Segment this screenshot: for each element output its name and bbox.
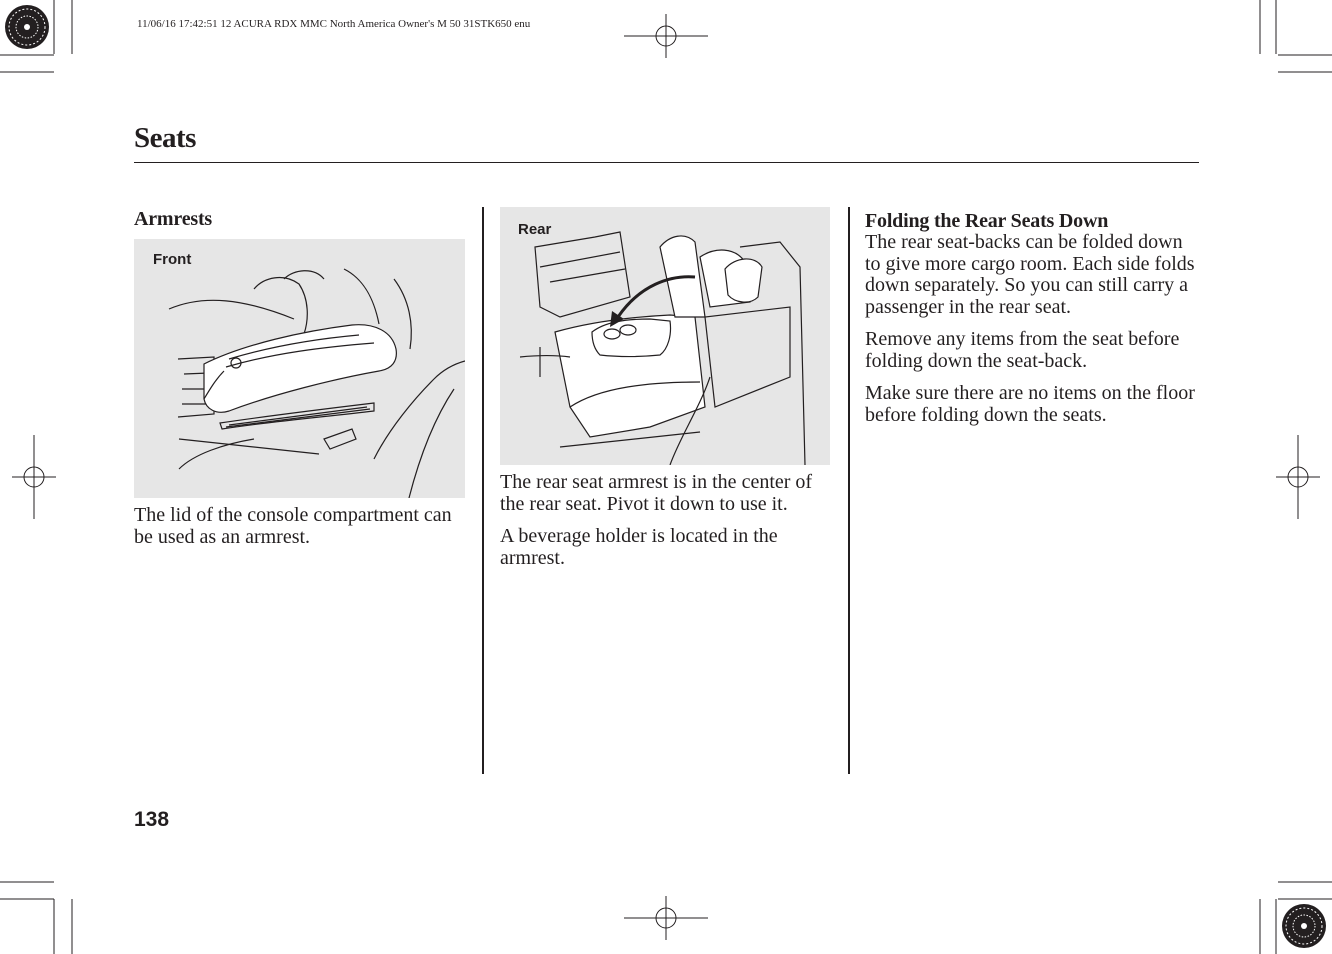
- column-divider: [848, 207, 850, 774]
- folding-section: [865, 210, 1201, 437]
- registration-wheel-icon: [5, 5, 49, 49]
- figure-label-rear: Rear: [518, 221, 552, 238]
- remove-items-paragraph: Remove any items from the seat before folding down the seat-back.: [865, 328, 1180, 372]
- section-heading-folding: Folding the Rear Seats Down: [865, 210, 1109, 232]
- print-info: 11/06/16 17:42:51 12 ACURA RDX MMC North America Owner's M 50 31STK650 enu: [137, 18, 531, 30]
- page-number: 138: [134, 808, 170, 831]
- registration-wheel-icon-bottom: [1282, 904, 1326, 948]
- front-armrest-illustration: [134, 239, 465, 498]
- floor-items-paragraph: Make sure there are no items on the floor before folding down the seats.: [865, 382, 1195, 426]
- folding-paragraph: The rear seat-backs can be folded down to give more cargo room. Each side folds down separately. So you can still carry a passenger in the rear seat.: [865, 231, 1195, 318]
- rear-armrest-text: [500, 472, 834, 580]
- rear-armrest-illustration: [500, 207, 830, 465]
- rear-seat-drawing: [500, 207, 830, 465]
- title-rule: [134, 162, 1199, 163]
- figure-label-front: Front: [153, 251, 192, 268]
- console-armrest-drawing: [134, 239, 465, 498]
- beverage-holder-paragraph: A beverage holder is located in the armrest.: [500, 525, 778, 569]
- front-armrest-text: The lid of the console compartment can be used as an armrest.: [134, 504, 452, 548]
- section-heading-armrests: Armrests: [134, 208, 212, 230]
- rear-armrest-paragraph: The rear seat armrest is in the center of the rear seat. Pivot it down to use it.: [500, 471, 813, 515]
- column-divider: [482, 207, 484, 774]
- page-title: Seats: [134, 122, 196, 154]
